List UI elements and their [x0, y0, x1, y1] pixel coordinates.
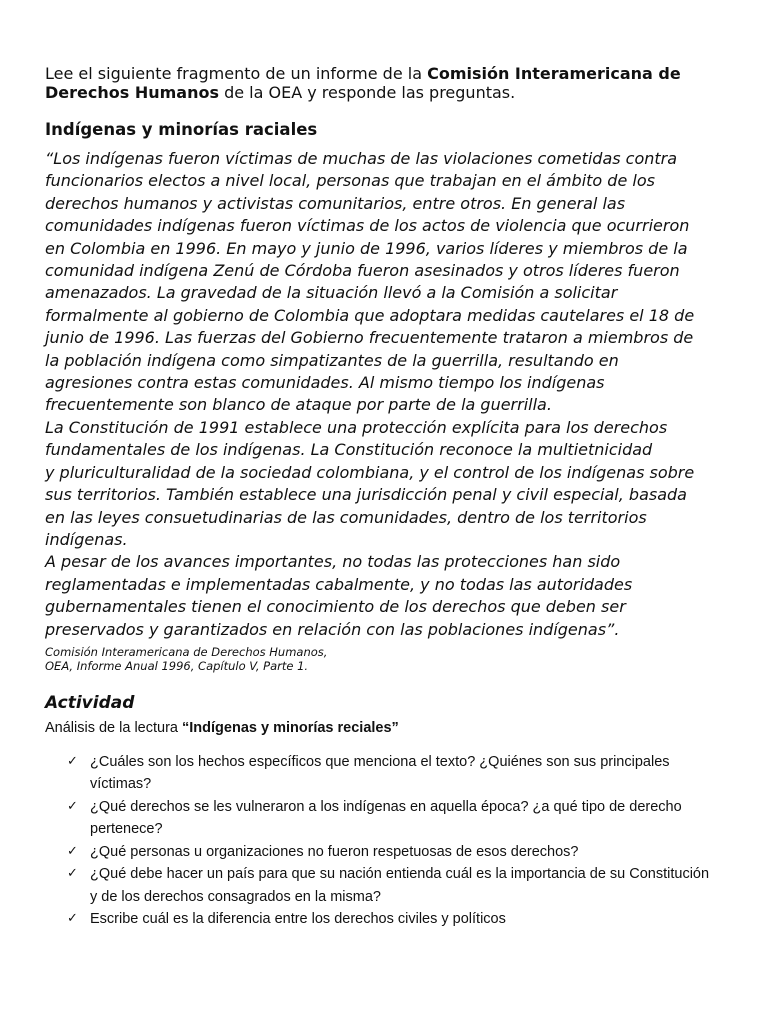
quote-line: gubernamentales tienen el conocimiento de los derechos que deben ser: [45, 597, 626, 617]
intro-org-name-2: Derechos Humanos: [45, 83, 219, 102]
quote-line: frecuentemente son blanco de ataque por parte de la guerrilla.: [45, 395, 552, 415]
document-page: [45, 64, 735, 931]
quote-line: comunidad indígena Zenú de Córdoba fueron asesinados y otros líderes fueron: [45, 261, 680, 281]
checkmark-icon: ✓: [67, 798, 78, 814]
question-item: [45, 751, 735, 796]
question-text: ¿Qué debe hacer un país para que su nación entienda cuál es la importancia de su Constitución: [90, 866, 710, 883]
quote-line: la población indígena como simpatizantes de la guerrilla, resultando en: [45, 350, 619, 370]
quote-line: preservados y garantizados en relación con las poblaciones indígenas”.: [45, 619, 620, 639]
quote-line: A pesar de los avances importantes, no todas las protecciones han sido: [45, 552, 621, 572]
section-heading: Indígenas y minorías raciales: [45, 120, 318, 139]
question-text: Escribe cuál es la diferencia entre los derechos civiles y políticos: [90, 911, 506, 928]
source-line: OEA, Informe Anual 1996, Capítulo V, Parte 1.: [45, 658, 309, 673]
question-item: [45, 796, 735, 841]
intro-text-1: Lee el siguiente fragmento de un informe de la: [45, 64, 428, 83]
quote-line: y pluriculturalidad de la sociedad colombiana, y el control de los indígenas sobre: [45, 462, 695, 482]
question-text: pertenece?: [90, 821, 163, 838]
question-item: [45, 841, 735, 864]
quote-line: comunidades indígenas fueron víctimas de los actos de violencia que ocurrieron: [45, 216, 690, 236]
quote-line: funcionarios electos a nivel local, personas que trabajan en el ámbito de los: [45, 171, 655, 191]
source-line: Comisión Interamericana de Derechos Humanos,: [45, 644, 328, 659]
quote-line: “Los indígenas fueron víctimas de muchas de las violaciones cometidas contra: [45, 149, 678, 168]
quote-line: en Colombia en 1996. En mayo y junio de 1996, varios líderes y miembros de la: [45, 238, 688, 258]
quote-line: La Constitución de 1991 establece una protección explícita para los derechos: [45, 417, 668, 437]
question-item: [45, 908, 735, 931]
checkmark-icon: ✓: [67, 911, 78, 927]
quote-line: sus territorios. También establece una jurisdicción penal y civil especial, basada: [45, 485, 687, 505]
quote-line: junio de 1996. Las fuerzas del Gobierno frecuentemente trataron a miembros de: [45, 328, 694, 348]
quote-line: agresiones contra estas comunidades. Al mismo tiempo los indígenas: [45, 373, 605, 393]
activity-title: Actividad: [45, 692, 135, 713]
question-text: víctimas?: [90, 776, 152, 793]
intro-paragraph: [45, 64, 735, 102]
quote-line: fundamentales de los indígenas. La Constitución reconoce la multietnicidad: [45, 440, 653, 460]
quote-source: [45, 645, 735, 673]
question-text: ¿Qué personas u organizaciones no fueron respetuosas de esos derechos?: [90, 843, 579, 860]
intro-org-name-1: Comisión Interamericana de: [427, 64, 681, 83]
question-list: [45, 751, 735, 931]
question-text: y de los derechos consagrados en la misma?: [90, 888, 381, 905]
activity-subtitle: [45, 719, 735, 737]
checkmark-icon: ✓: [67, 866, 78, 882]
checkmark-icon: ✓: [67, 843, 78, 859]
activity-subtitle-reading: “Indígenas y minorías reciales”: [182, 719, 399, 736]
quote-line: derechos humanos y activistas comunitarios, entre otros. En general las: [45, 193, 626, 213]
quote-line: amenazados. La gravedad de la situación llevó a la Comisión a solicitar: [45, 283, 618, 303]
question-item: [45, 863, 735, 908]
question-text: ¿Qué derechos se les vulneraron a los indígenas en aquella época? ¿a qué tipo de derecho: [90, 798, 682, 815]
quote-line: formalmente al gobierno de Colombia que adoptara medidas cautelares el 18 de: [45, 305, 695, 325]
quote-line: reglamentadas e implementadas cabalmente, y no todas las autoridades: [45, 574, 633, 594]
quote-line: en las leyes consuetudinarias de las comunidades, dentro de los territorios: [45, 507, 647, 527]
quote-block: [45, 148, 735, 641]
checkmark-icon: ✓: [67, 753, 78, 769]
quote-line: indígenas.: [45, 529, 128, 549]
activity-subtitle-prefix: Análisis de la lectura: [45, 719, 183, 736]
question-text: ¿Cuáles son los hechos específicos que menciona el texto? ¿Quiénes son sus principales: [90, 753, 670, 770]
intro-text-2: de la OEA y responde las preguntas.: [219, 83, 516, 102]
